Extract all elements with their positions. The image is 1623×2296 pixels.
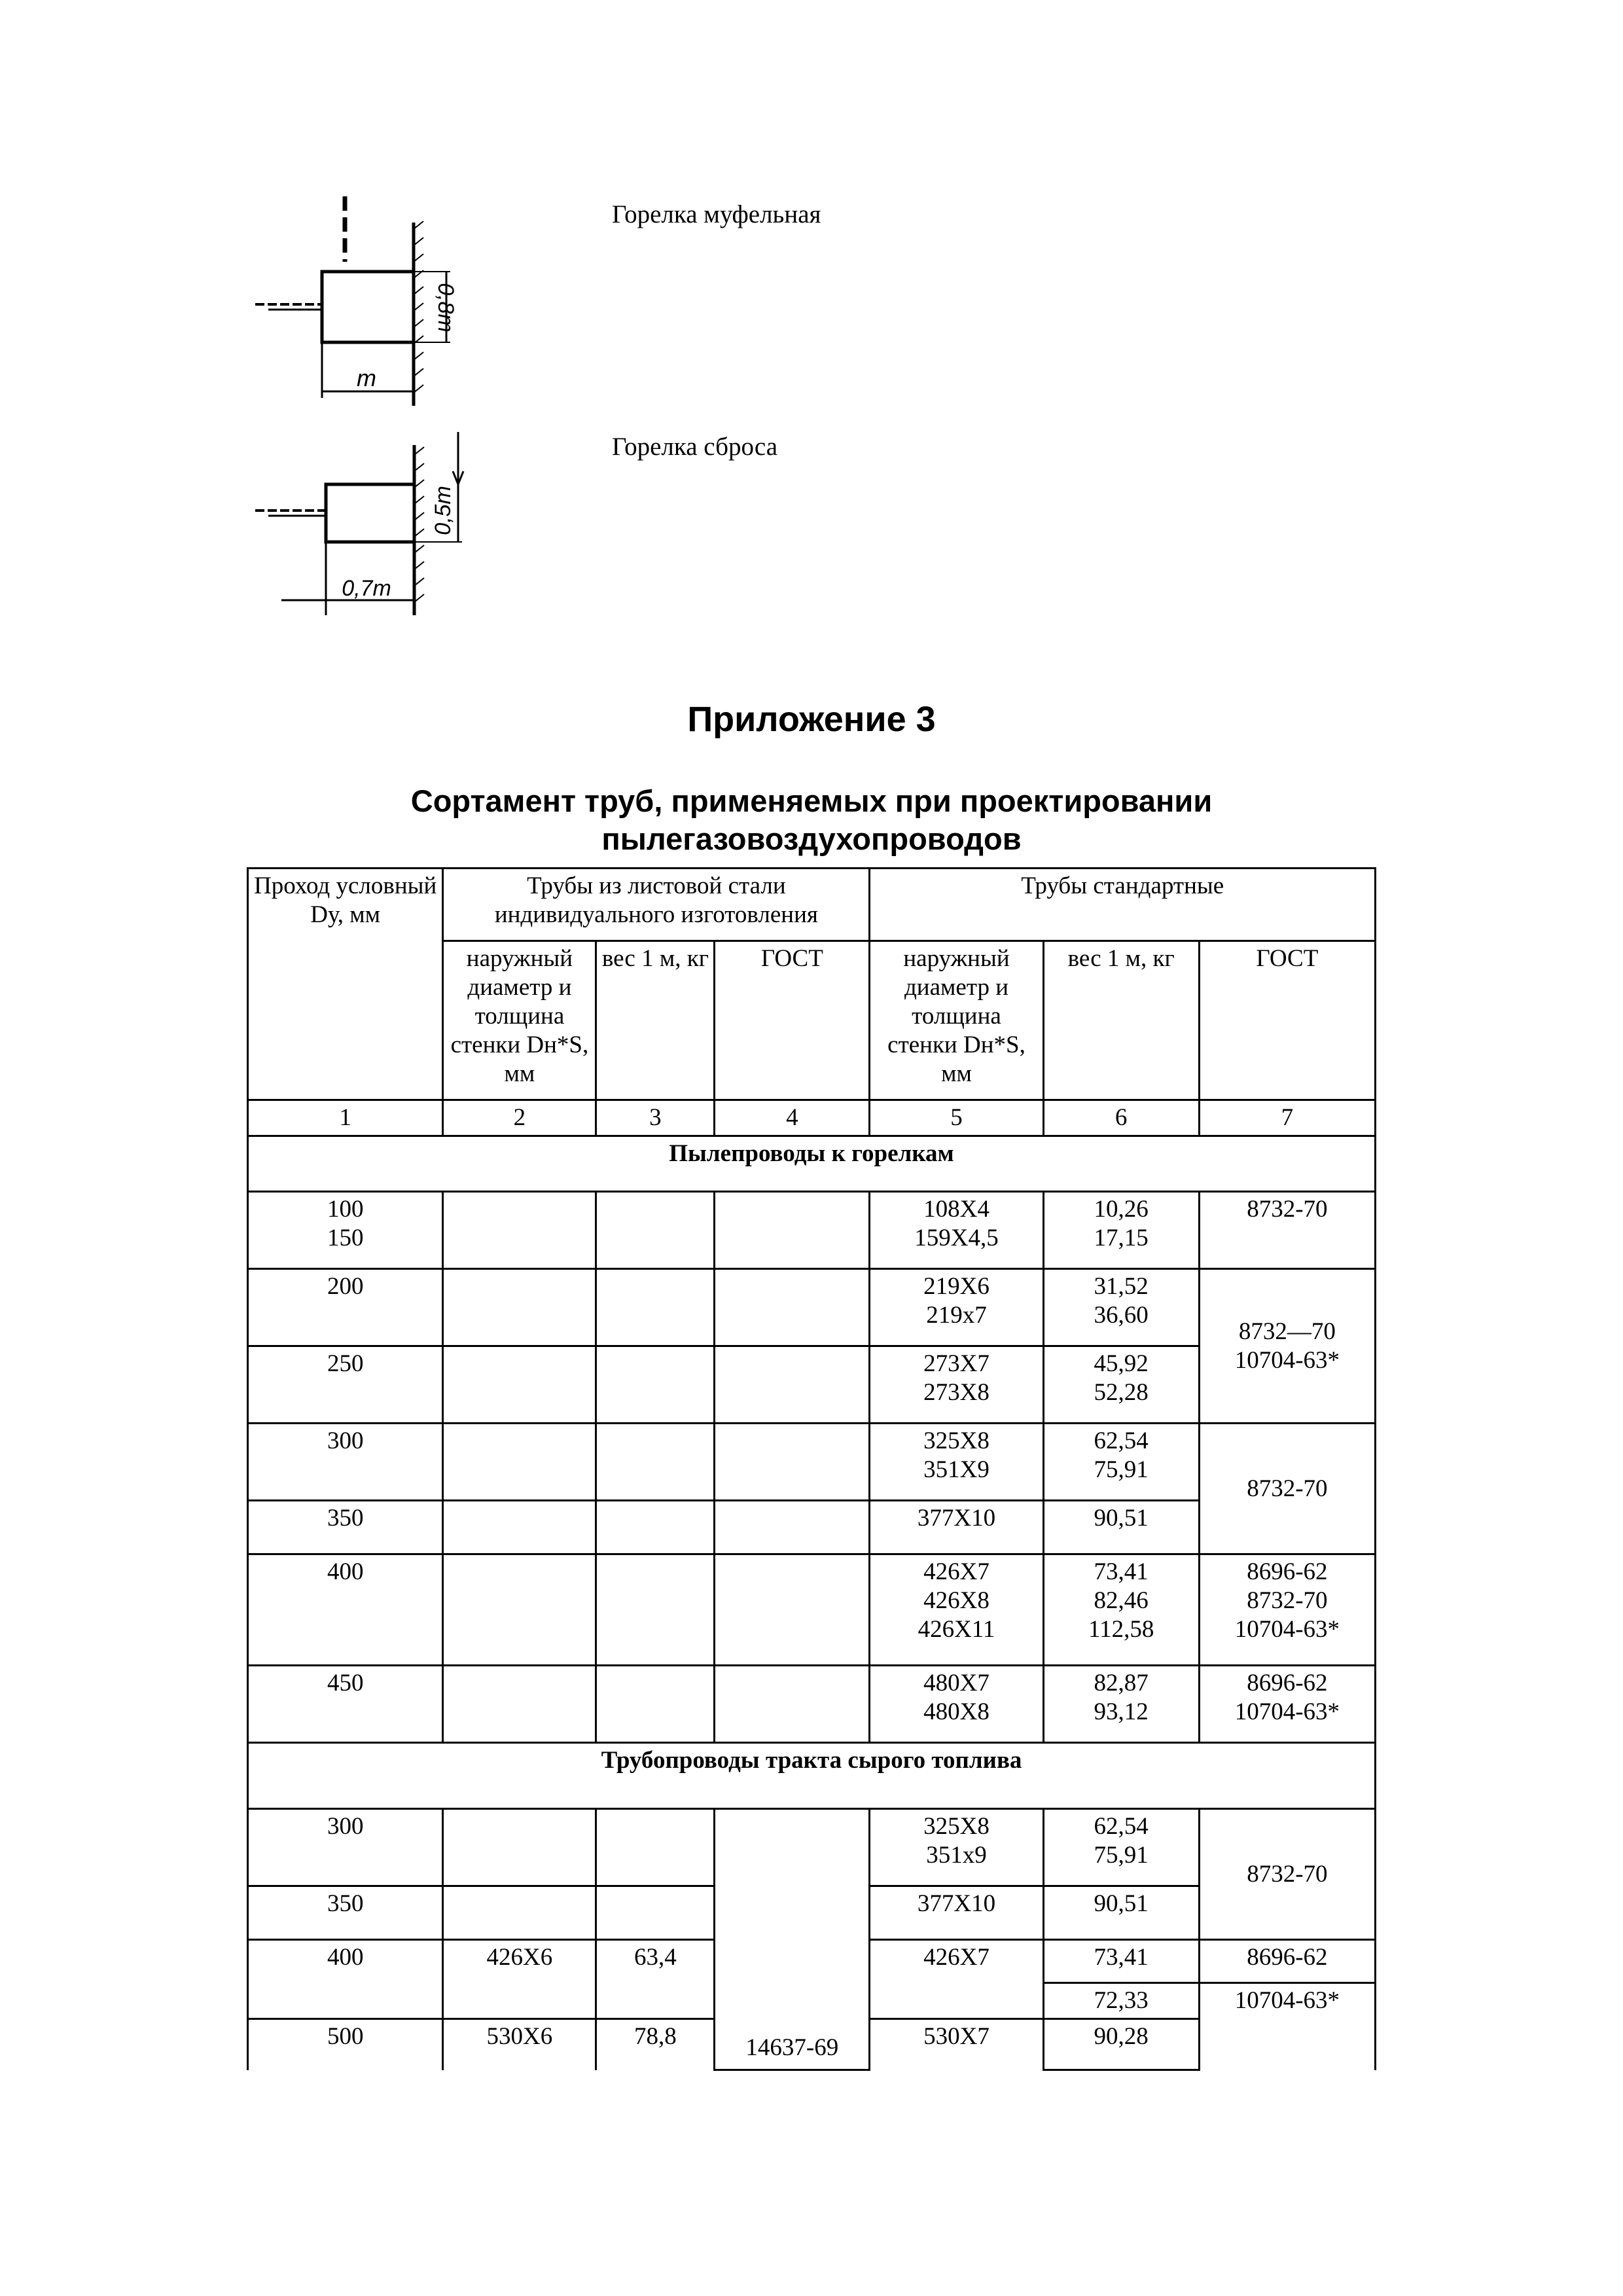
cell-empty <box>596 1554 715 1666</box>
cell-diameter-sheet: 530Х6 <box>443 2019 596 2070</box>
section-raw-fuel-pipes: Трубопроводы тракта сырого топлива <box>248 1743 1376 1809</box>
table-row <box>248 1554 1376 1666</box>
cell-diameter: 426Х7 426Х8 426Х11 <box>870 1554 1043 1666</box>
header-row-1 <box>248 869 1376 941</box>
cell-dy: 350 <box>248 1886 443 1940</box>
table-row <box>248 1666 1376 1743</box>
cell-diameter: 426Х7 <box>870 1940 1043 2019</box>
section-row <box>248 1743 1376 1809</box>
discharge-height-label: 0,5m <box>431 486 455 535</box>
col-number: 6 <box>1043 1100 1199 1136</box>
cell-diameter: 480Х7 480Х8 <box>870 1666 1043 1743</box>
cell-weight: 45,92 52,28 <box>1043 1346 1199 1424</box>
cell-empty <box>715 1501 870 1554</box>
cell-dy: 300 <box>248 1424 443 1501</box>
cell-empty <box>596 1666 715 1743</box>
cell-weight: 10,26 17,15 <box>1043 1192 1199 1269</box>
header-sheet-steel-pipes: Трубы из листовой стали индивидуального изготовления <box>443 869 870 941</box>
cell-empty <box>443 1192 596 1269</box>
column-number-row <box>248 1100 1376 1136</box>
cell-empty <box>443 1809 596 1886</box>
header-sheet-diameter: наружный диаметр и толщина стенки Dн*S, мм <box>443 941 596 1100</box>
cell-gost: 10704-63* <box>1199 1983 1375 2070</box>
cell-weight: 31,52 36,60 <box>1043 1269 1199 1346</box>
cell-empty <box>715 1346 870 1424</box>
muffle-height-label: 0,8m <box>433 283 458 332</box>
cell-empty <box>443 1269 596 1346</box>
cell-gost: 8732-70 <box>1199 1192 1375 1269</box>
cell-weight: 90,51 <box>1043 1501 1199 1554</box>
cell-weight-sheet: 63,4 <box>596 1940 715 2019</box>
muffle-burner-caption: Горелка муфельная <box>612 200 821 228</box>
cell-diameter: 273Х7 273Х8 <box>870 1346 1043 1424</box>
cell-gost: 8732-70 <box>1199 1809 1375 1940</box>
table-row <box>248 1809 1376 1886</box>
cell-diameter: 325Х8 351Х9 <box>870 1424 1043 1501</box>
table-title <box>0 782 1623 858</box>
cell-diameter: 219Х6 219х7 <box>870 1269 1043 1346</box>
cell-gost-sheet: 14637-69 <box>715 1809 870 2070</box>
cell-empty <box>596 1346 715 1424</box>
cell-dy: 450 <box>248 1666 443 1743</box>
cell-gost: 8696-62 <box>1199 1940 1375 1983</box>
header-sheet-gost: ГОСТ <box>715 941 870 1100</box>
cell-dy: 500 <box>248 2019 443 2070</box>
cell-empty <box>596 1886 715 1940</box>
header-standard-pipes: Трубы стандартные <box>870 869 1376 941</box>
cell-empty <box>596 1424 715 1501</box>
table-title-line2: пылегазовоздухопроводов <box>601 821 1022 856</box>
cell-empty <box>596 1192 715 1269</box>
cell-weight: 82,87 93,12 <box>1043 1666 1199 1743</box>
col-number: 3 <box>596 1100 715 1136</box>
cell-diameter: 377Х10 <box>870 1501 1043 1554</box>
header-std-gost: ГОСТ <box>1199 941 1375 1100</box>
table-row <box>248 1424 1376 1501</box>
pipe-assortment-table <box>247 867 1376 2071</box>
muffle-burner-drawing <box>242 190 478 412</box>
col-number: 5 <box>870 1100 1043 1136</box>
header-std-diameter: наружный диаметр и толщина стенки Dн*S, мм <box>870 941 1043 1100</box>
cell-gost: 8732-70 <box>1199 1424 1375 1554</box>
cell-dy: 250 <box>248 1346 443 1424</box>
cell-empty <box>715 1424 870 1501</box>
section-row <box>248 1136 1376 1192</box>
cell-empty <box>715 1192 870 1269</box>
cell-gost: 8732—70 10704-63* <box>1199 1269 1375 1424</box>
cell-weight-sheet: 78,8 <box>596 2019 715 2070</box>
muffle-width-label: m <box>357 365 376 391</box>
cell-empty <box>596 1269 715 1346</box>
cell-empty <box>596 1809 715 1886</box>
cell-weight: 73,41 82,46 112,58 <box>1043 1554 1199 1666</box>
cell-dy: 100 150 <box>248 1192 443 1269</box>
cell-dy: 200 <box>248 1269 443 1346</box>
muffle-burner-diagram <box>242 190 478 412</box>
cell-empty <box>443 1886 596 1940</box>
cell-diameter-sheet: 426Х6 <box>443 1940 596 2019</box>
cell-empty <box>443 1424 596 1501</box>
cell-gost: 8696-62 10704-63* <box>1199 1666 1375 1743</box>
cell-weight: 73,41 <box>1043 1940 1199 1983</box>
cell-diameter: 377Х10 <box>870 1886 1043 1940</box>
cell-empty <box>715 1269 870 1346</box>
cell-diameter: 108Х4 159Х4,5 <box>870 1192 1043 1269</box>
discharge-burner-caption: Горелка сброса <box>612 433 778 461</box>
cell-weight: 62,54 75,91 <box>1043 1809 1199 1886</box>
appendix-title: Приложение 3 <box>687 700 936 739</box>
cell-weight: 62,54 75,91 <box>1043 1424 1199 1501</box>
cell-dy: 350 <box>248 1501 443 1554</box>
cell-weight: 90,28 <box>1043 2019 1199 2070</box>
cell-diameter: 325Х8 351х9 <box>870 1809 1043 1886</box>
discharge-burner-diagram <box>242 419 478 628</box>
cell-empty <box>596 1501 715 1554</box>
discharge-burner-drawing <box>242 419 478 628</box>
cell-gost: 8696-62 8732-70 10704-63* <box>1199 1554 1375 1666</box>
col-number: 1 <box>248 1100 443 1136</box>
cell-diameter: 530Х7 <box>870 2019 1043 2070</box>
cell-dy: 300 <box>248 1809 443 1886</box>
header-std-weight: вес 1 м, кг <box>1043 941 1199 1100</box>
discharge-width-label: 0,7m <box>342 576 391 601</box>
cell-dy: 400 <box>248 1940 443 2019</box>
table-row <box>248 1269 1376 1346</box>
cell-empty <box>715 1554 870 1666</box>
cell-empty <box>715 1666 870 1743</box>
col-number: 2 <box>443 1100 596 1136</box>
cell-weight: 72,33 <box>1043 1983 1199 2019</box>
cell-weight: 90,51 <box>1043 1886 1199 1940</box>
header-nominal-bore: Проход условный Dу, мм <box>248 869 443 1100</box>
col-number: 7 <box>1199 1100 1375 1136</box>
cell-empty <box>443 1554 596 1666</box>
cell-empty <box>443 1666 596 1743</box>
header-sheet-weight: вес 1 м, кг <box>596 941 715 1100</box>
table-row <box>248 1192 1376 1269</box>
cell-empty <box>443 1501 596 1554</box>
table-title-line1: Сортамент труб, применяемых при проектировании <box>410 783 1213 818</box>
cell-empty <box>443 1346 596 1424</box>
col-number: 4 <box>715 1100 870 1136</box>
cell-dy: 400 <box>248 1554 443 1666</box>
section-dust-pipes: Пылепроводы к горелкам <box>248 1136 1376 1192</box>
